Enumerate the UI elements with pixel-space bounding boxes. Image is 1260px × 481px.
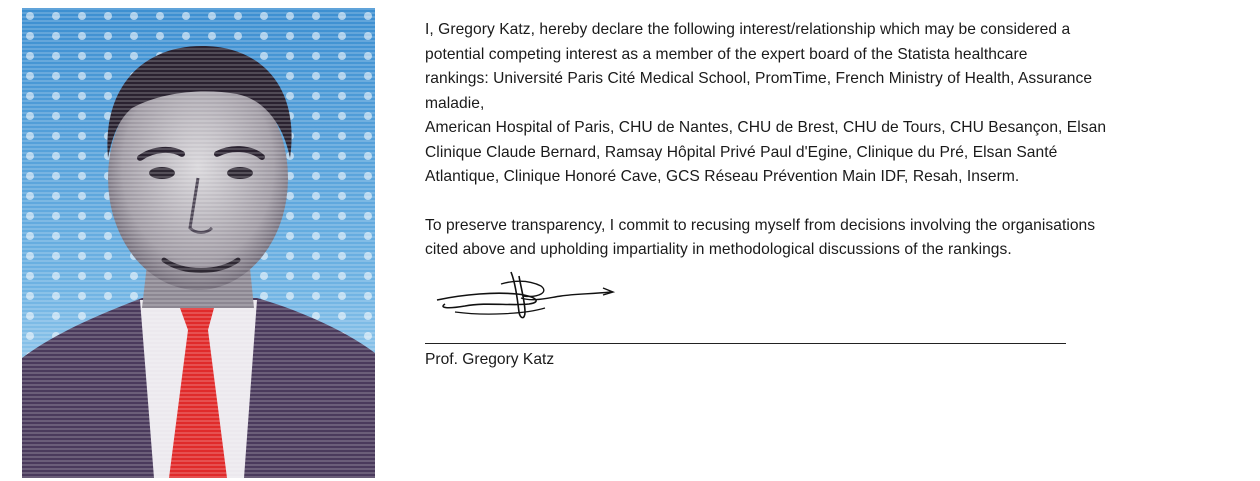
declaration-text (425, 18, 1225, 263)
commitment-line: To preserve transparency, I commit to recusing myself from decisions involving the organisations (425, 216, 1096, 234)
signer-name: Prof. Gregory Katz (425, 351, 555, 368)
declaration-line: rankings: Université Paris Cité Medical School, PromTime, French Ministry of Health, Assurance (425, 70, 1093, 87)
declaration-line: I, Gregory Katz, hereby declare the following interest/relationship which may be considered a (425, 21, 1071, 38)
declaration-line: potential competing interest as a member of the expert board of the Statista healthcare (425, 45, 1028, 63)
paragraph-gap (425, 190, 1225, 214)
handwritten-signature (425, 262, 635, 324)
declaration-line: Clinique Claude Bernard, Ramsay Hôpital Privé Paul d'Egine, Clinique du Pré, Elsan Santé (425, 143, 1058, 161)
declaration-line: maladie, (425, 94, 485, 112)
declaration-line: American Hospital of Paris, CHU de Nantes, CHU de Brest, CHU de Tours, CHU Besançon, Elsan (425, 119, 1107, 136)
signature-line (425, 343, 1066, 344)
declaration-line: Atlantique, Clinique Honoré Cave, GCS Réseau Prévention Main IDF, Resah, Inserm. (425, 168, 1020, 185)
commitment-line: cited above and upholding impartiality in methodological discussions of the rankings. (425, 241, 1012, 258)
portrait-illustration (22, 8, 375, 478)
